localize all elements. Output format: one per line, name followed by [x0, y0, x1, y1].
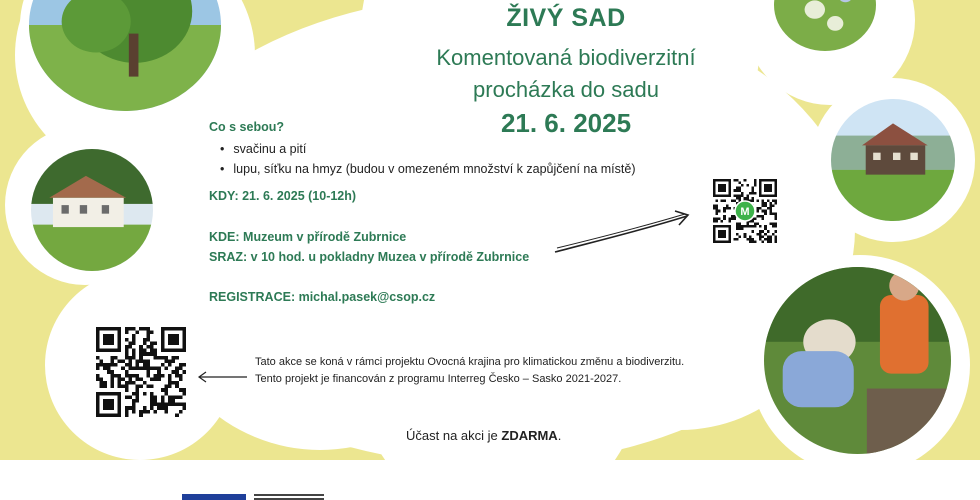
project-note-2: Tento projekt je financován z programu Interreg Česko – Sasko 2021-2027.	[255, 373, 622, 385]
funding-logo-text	[254, 494, 324, 500]
qr-badge-letter: M	[740, 206, 750, 218]
free-entry-emphasis: ZDARMA	[501, 428, 558, 443]
list-item: • lupu, síťku na hmyz (budou v omezeném množství k zapůjčení na místě)	[220, 159, 635, 179]
list-item: • svačinu a pití	[220, 139, 635, 159]
meeting-point-info: SRAZ: v 10 hod. u pokladny Muzea v přírodě Zubrnice	[209, 250, 530, 264]
event-date: 21. 6. 2025	[500, 108, 632, 138]
where-info: KDE: Muzeum v přírodě Zubrnice	[209, 230, 407, 244]
footer-bar	[0, 460, 980, 500]
free-entry-suffix: .	[557, 428, 562, 443]
bring-heading: Co s sebou?	[209, 120, 285, 134]
free-entry-prefix: Účast na akci je	[406, 428, 502, 443]
bring-list	[220, 139, 635, 179]
white-house-photo	[22, 140, 162, 280]
people-examining-wood-photo	[755, 258, 960, 463]
qr-badge-icon	[734, 200, 756, 222]
subtitle-line-1: Komentovaná biodiverzitní	[436, 45, 696, 70]
qr-code-icon[interactable]	[96, 327, 186, 417]
event-title: ŽIVÝ SAD	[506, 4, 626, 32]
project-note-1: Tato akce se koná v rámci projektu Ovocná krajina pro klimatickou změnu a biodiverzitu.	[255, 356, 685, 368]
when-info: KDY: 21. 6. 2025 (10-12h)	[209, 189, 357, 203]
free-entry-text	[406, 428, 561, 443]
registration-email[interactable]: REGISTRACE: michal.pasek@csop.cz	[209, 290, 436, 304]
arrow-left-icon	[197, 370, 249, 384]
event-subtitle	[0, 42, 980, 106]
eu-flag-logo	[182, 494, 246, 500]
subtitle-line-2: procházka do sadu	[473, 77, 659, 102]
arrow-right-icon	[553, 208, 693, 256]
